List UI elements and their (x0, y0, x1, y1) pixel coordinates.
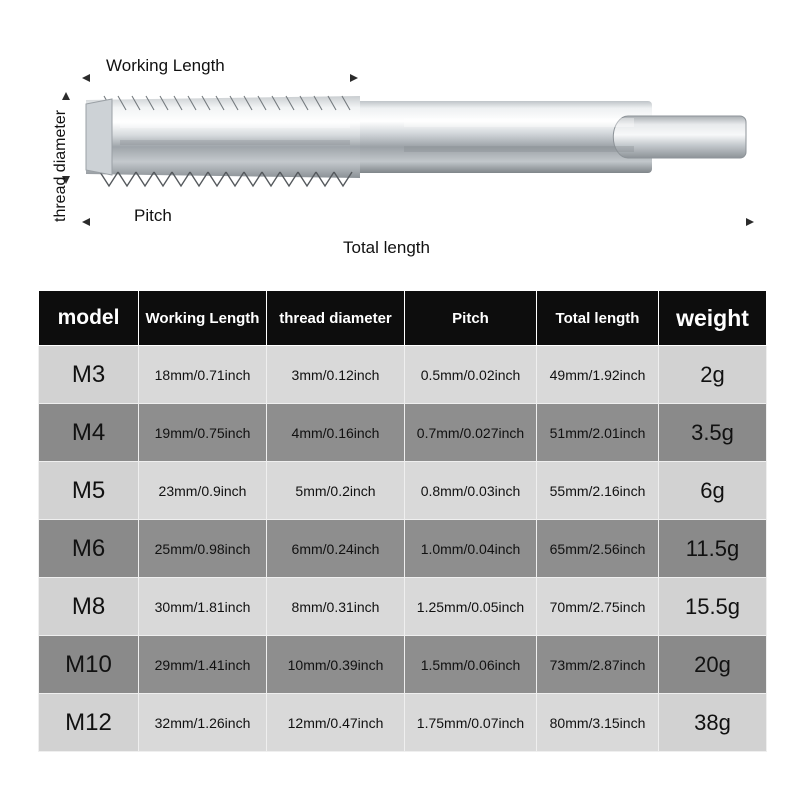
cell-weight: 2g (659, 346, 767, 404)
cell-weight: 38g (659, 694, 767, 752)
table-row (39, 636, 767, 694)
table-row (39, 520, 767, 578)
cell-total-length: 65mm/2.56inch (537, 520, 659, 578)
cell-working-length: 19mm/0.75inch (139, 404, 267, 462)
cell-total-length: 51mm/2.01inch (537, 404, 659, 462)
cell-thread-diameter: 5mm/0.2inch (267, 462, 405, 520)
cell-thread-diameter: 12mm/0.47inch (267, 694, 405, 752)
thread-diameter-label: thread diameter (52, 109, 69, 222)
cell-working-length: 25mm/0.98inch (139, 520, 267, 578)
cell-model: M10 (39, 636, 139, 694)
cell-model: M12 (39, 694, 139, 752)
cell-working-length: 18mm/0.71inch (139, 346, 267, 404)
spec-table-header (39, 291, 767, 346)
cell-working-length: 29mm/1.41inch (139, 636, 267, 694)
thread-diameter-arrow-top (62, 92, 70, 100)
table-row (39, 694, 767, 752)
cell-total-length: 73mm/2.87inch (537, 636, 659, 694)
cell-model: M5 (39, 462, 139, 520)
table-row (39, 462, 767, 520)
cell-weight: 6g (659, 462, 767, 520)
total-length-arrow-left (82, 218, 90, 226)
cell-model: M3 (39, 346, 139, 404)
pitch-label: Pitch (134, 206, 172, 225)
cell-thread-diameter: 6mm/0.24inch (267, 520, 405, 578)
header-pitch: Pitch (405, 291, 537, 346)
cell-pitch: 1.0mm/0.04inch (405, 520, 537, 578)
cell-thread-diameter: 10mm/0.39inch (267, 636, 405, 694)
total-length-arrow-right (746, 218, 754, 226)
cell-pitch: 0.7mm/0.027inch (405, 404, 537, 462)
working-length-arrow-right (350, 74, 358, 82)
cell-pitch: 1.75mm/0.07inch (405, 694, 537, 752)
cell-thread-diameter: 3mm/0.12inch (267, 346, 405, 404)
cell-weight: 15.5g (659, 578, 767, 636)
cell-total-length: 49mm/1.92inch (537, 346, 659, 404)
tap-diagram (0, 0, 800, 285)
cell-weight: 3.5g (659, 404, 767, 462)
cell-thread-diameter: 8mm/0.31inch (267, 578, 405, 636)
cell-total-length: 55mm/2.16inch (537, 462, 659, 520)
working-length-arrow-left (82, 74, 90, 82)
header-row (39, 291, 767, 346)
header-thread-diameter: thread diameter (267, 291, 405, 346)
cell-pitch: 0.8mm/0.03inch (405, 462, 537, 520)
cell-working-length: 30mm/1.81inch (139, 578, 267, 636)
cell-working-length: 23mm/0.9inch (139, 462, 267, 520)
cell-pitch: 1.25mm/0.05inch (405, 578, 537, 636)
spec-table-body (39, 346, 767, 752)
header-working-length: Working Length (139, 291, 267, 346)
cell-pitch: 1.5mm/0.06inch (405, 636, 537, 694)
working-length-label: Working Length (106, 56, 225, 75)
table-row (39, 404, 767, 462)
cell-total-length: 80mm/3.15inch (537, 694, 659, 752)
cell-model: M6 (39, 520, 139, 578)
header-total-length: Total length (537, 291, 659, 346)
cell-thread-diameter: 4mm/0.16inch (267, 404, 405, 462)
cell-working-length: 32mm/1.26inch (139, 694, 267, 752)
cell-model: M4 (39, 404, 139, 462)
table-row (39, 578, 767, 636)
table-row (39, 346, 767, 404)
cell-pitch: 0.5mm/0.02inch (405, 346, 537, 404)
total-length-label: Total length (343, 238, 430, 257)
spec-table-container (38, 290, 766, 752)
cell-weight: 11.5g (659, 520, 767, 578)
cell-weight: 20g (659, 636, 767, 694)
header-weight: weight (659, 291, 767, 346)
spec-table (38, 290, 767, 752)
header-model: model (39, 291, 139, 346)
cell-total-length: 70mm/2.75inch (537, 578, 659, 636)
cell-model: M8 (39, 578, 139, 636)
